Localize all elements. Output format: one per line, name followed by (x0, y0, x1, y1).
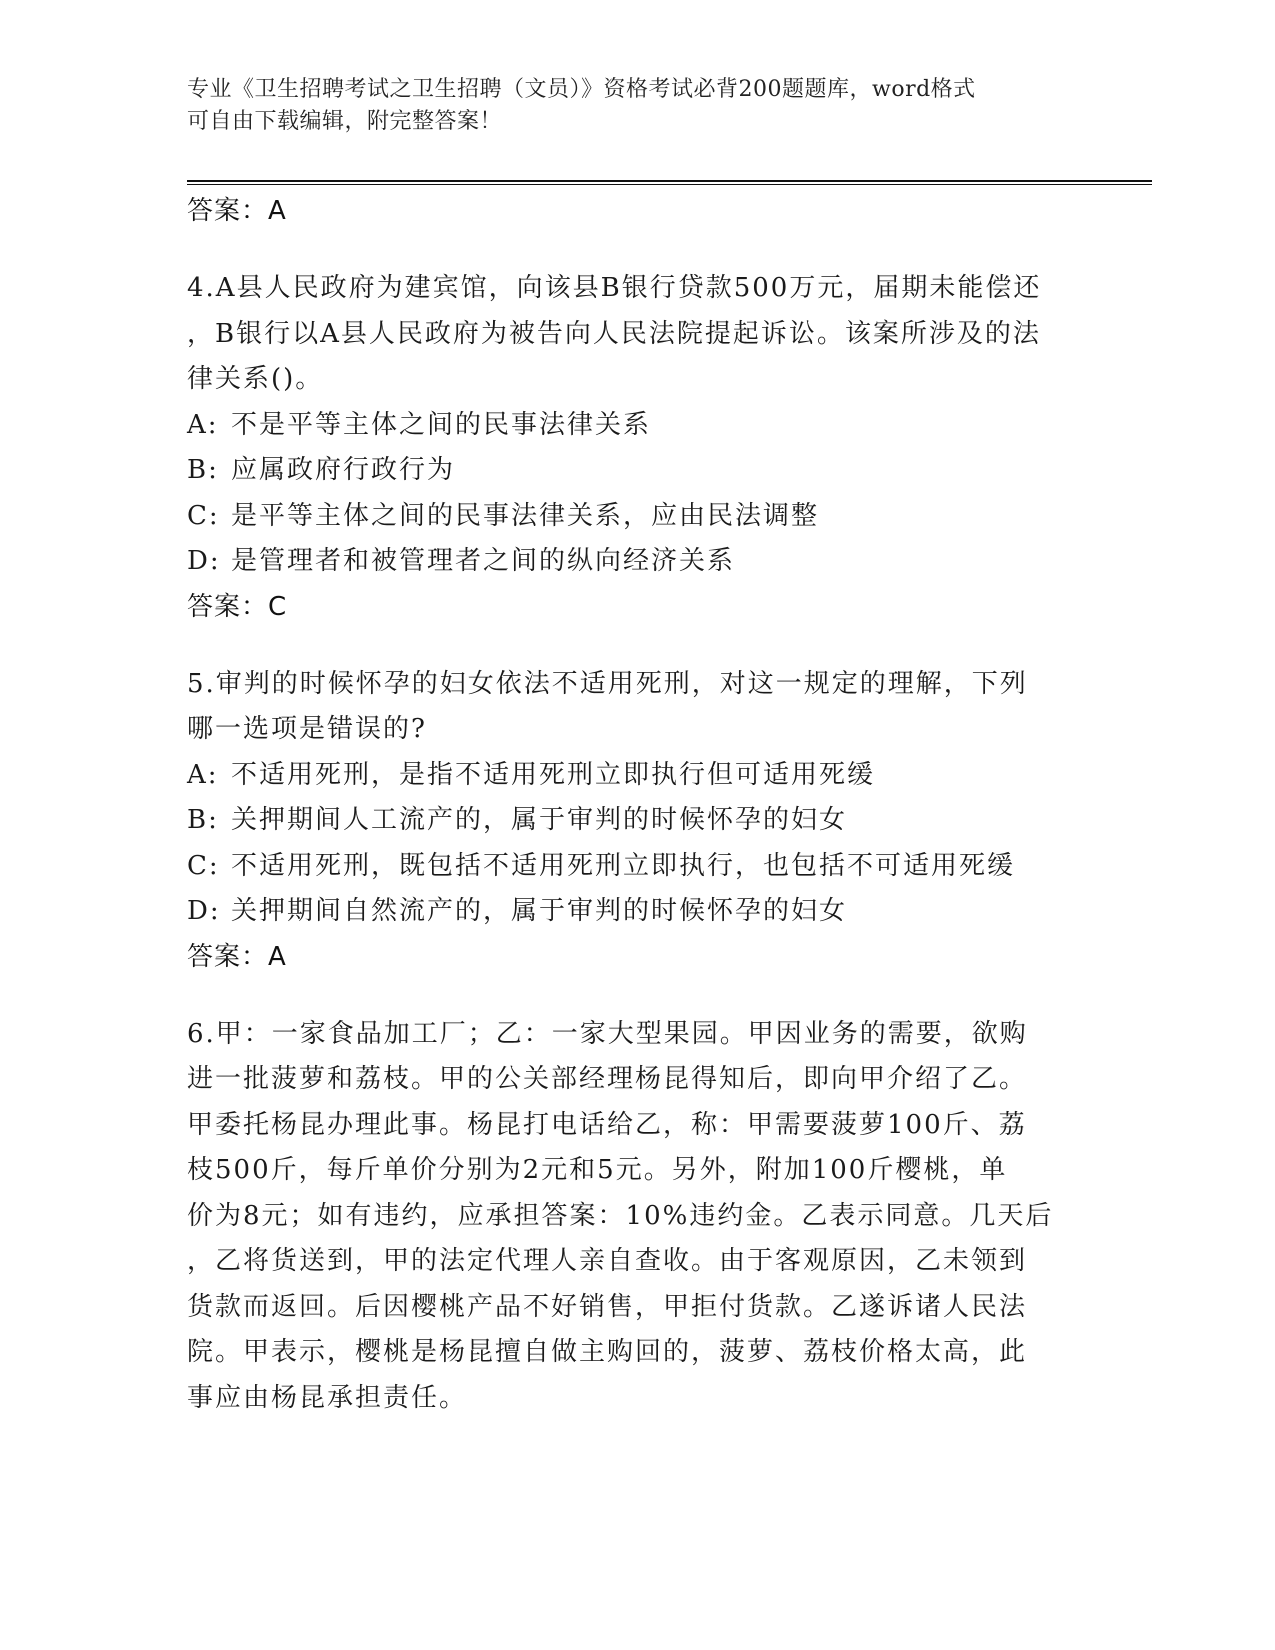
option-letter: A: (187, 409, 219, 440)
option-text: 关押期间自然流产的，属于审判的时候怀孕的妇女 (231, 896, 848, 926)
document-body (187, 189, 1087, 1421)
option-letter: D: (187, 546, 221, 576)
question-block (187, 662, 1087, 979)
option-text: 是管理者和被管理者之间的纵向经济关系 (231, 546, 736, 576)
answer-label: 答案：A (187, 941, 287, 972)
option-letter: C: (187, 500, 220, 531)
option-letter: A: (187, 759, 219, 790)
option-d (187, 539, 1087, 585)
option-letter: D: (187, 896, 221, 926)
option-c (187, 494, 1087, 540)
option-a (187, 403, 1087, 449)
option-letter: B: (187, 805, 219, 835)
option-text: 不是平等主体之间的民事法律关系 (231, 409, 652, 440)
option-b (187, 448, 1087, 494)
option-letter: B: (187, 455, 219, 485)
header-divider-thin (187, 184, 1152, 185)
page-header (187, 74, 1067, 138)
spacer (187, 233, 1087, 266)
header-line-1: 专业《卫生招聘考试之卫生招聘（文员）》资格考试必背200题题库，word格式 (187, 77, 976, 102)
question-block (187, 1012, 1087, 1422)
question-text: 4.A县人民政府为建宾馆，向该县B银行贷款500万元，届期未能偿还 ，B银行以A县人民政府为被告向人民法院提起诉讼。该案所涉及的法 律关系()。 (187, 273, 1042, 394)
option-c (187, 844, 1087, 890)
option-text: 是平等主体之间的民事法律关系，应由民法调整 (231, 500, 820, 531)
option-a (187, 753, 1087, 799)
option-d (187, 889, 1087, 935)
option-letter: C: (187, 850, 220, 881)
answer-label: 答案：A (187, 196, 287, 226)
option-text: 不适用死刑，既包括不适用死刑立即执行，也包括不可适用死缓 (231, 850, 1016, 881)
option-text: 不适用死刑，是指不适用死刑立即执行但可适用死缓 (231, 759, 876, 790)
question-text: 6.甲：一家食品加工厂；乙：一家大型果园。甲因业务的需要，欲购 进一批菠萝和荔枝。甲的公关部经理杨昆得知后，即向甲介绍了乙。 甲委托杨昆办理此事。杨昆打电话给乙，称：甲需要菠萝100斤、荔 枝500斤，每斤单价分别为2元和5元。另外，附加100斤樱桃，单 价为8元；如有违约，应承担答案：10%违约金。乙表示同意。几天后 ，乙将货送到，甲的法定代理人亲自查收。由于客观原因，乙未领到 货款而返回。后因樱桃产品不好销售，甲拒付货款。乙遂诉诸人民法 院。甲表示，樱桃是杨昆擅自做主购回的，菠萝、荔枝价格太高，此 事应由杨昆承担责任。 (187, 1018, 1054, 1413)
option-text: 关押期间人工流产的，属于审判的时候怀孕的妇女 (231, 805, 848, 835)
answer-label: 答案：C (187, 591, 288, 622)
option-text: 应属政府行政行为 (231, 455, 456, 485)
option-b (187, 798, 1087, 844)
question-text: 5.审判的时候怀孕的妇女依法不适用死刑，对这一规定的理解，下列 哪一选项是错误的? (187, 668, 1028, 744)
header-divider (187, 180, 1152, 182)
header-line-2: 可自由下载编辑，附完整答案！ (187, 109, 503, 134)
spacer (187, 629, 1087, 662)
spacer (187, 979, 1087, 1012)
question-block (187, 266, 1087, 629)
